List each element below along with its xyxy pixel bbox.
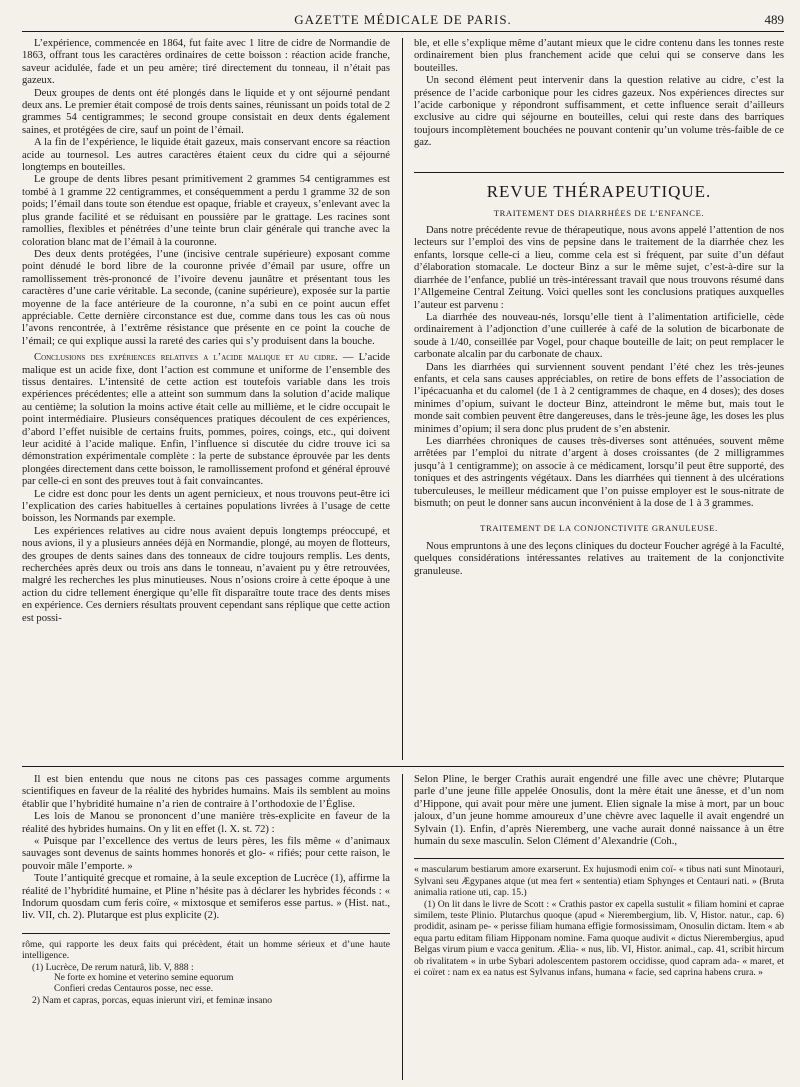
subheading-diarrhees: TRAITEMENT DES DIARRHÉES DE L’ENFANCE.	[493, 207, 705, 218]
section-rule	[414, 172, 784, 173]
footnotes	[414, 864, 784, 978]
paragraph	[22, 352, 390, 488]
paragraph: ble, et elle s’explique même d’autant mieux que le cidre contenu dans les tonnes reste ordinairement bien plus franchement acide que celui qui se conserve dans les bouteilles.	[414, 38, 784, 74]
paragraph-text: — L’acide malique est un acide fixe, dont l’action est commune et uniforme de l’ensemble des tissus dentaires. L’intensité de cette action est toutefois variable dans les trois expériences précédentes; elle a atteint son summum dans la solution d’acide malique au centième; la solution la moins active était celle au millième, et le cidre occupait le point intermédiaire. Plusieurs conséquences pratiques découlent de ces expériences, d’abord l’effet nuisible de certains fruits, pommes, poires, coings, etc., qui doivent leur acidité à l’acide malique. Enfin, l’influence si discutée du cidre trouve ici sa démonstration expérimentale complète : la perte de substance éprouvée par les dents plongées directement dans cette boisson, le ramollissement profond et général éprouvé par celle-ci en sont des preuves tout à fait convaincantes.	[22, 352, 390, 488]
footnotes	[22, 939, 390, 1007]
verse-line: Ne forte ex homine et veterino semine equorum	[54, 973, 234, 984]
section-heading: Conclusions des expériences relatives a l’acide malique et au cidre.	[34, 352, 338, 364]
verse-line: Confieri credas Centauros posse, nec esse.	[54, 984, 214, 995]
paragraph: Un second élément peut intervenir dans la question relative au cidre, c’est la présence de l’acide carbonique pour les cidres gazeux. Nos expériences directes sur l’acide carbonique y répondront suffisamment, et cette influence serait d’ailleurs exclusive au cidre qui séjourne en bouteilles, celui qui reste dans des barriques toujours incomplètement bouchées ne pouvant contenir qu’un volume très-faible de ce gaz.	[414, 75, 784, 149]
feuilleton-rule	[22, 766, 784, 767]
subheading-conjonctivite: TRAITEMENT DE LA CONJONCTIVITE GRANULEUSE.	[480, 523, 718, 534]
paragraph: Toute l’antiquité grecque et romaine, à la seule exception de Lucrèce (1), affirme la réalité de l’hybridité humaine, et Pline n’hésite pas à déclarer les hybrides féconds : « Indorum quosdam cum feris coïre, « mixtosque et semiferos esse partus. » (Hist. nat., liv. VII, ch. 2). Plutarque est plus explicite (2).	[22, 873, 390, 922]
footnote-rule	[414, 858, 784, 859]
right-column	[414, 38, 784, 760]
paragraph: Des deux dents protégées, l’une (incisive centrale supérieure) exposant comme point dénudé le bord libre de la couronne privée d’émail par usure, offre un ramollissement très-prononcé de l’ivoire devenu jaunâtre et présentant tous les caractères d’une carie véritable. La seconde, (canine supérieure), exposée sur la partie moyenne de la face antérieure de la couronne, n’a subi en ce point aucun effet appréciable. Cette dernière circonstance est due, comme dans tous les cas où nous l’avons rencontrée, à l’extrême résistance que présente en ce point la couche de l’émail; ce qui explique aussi la rareté des caries qui s’y produisent dans la bouche.	[22, 248, 390, 347]
paragraph: Les diarrhées chroniques de causes très-diverses sont atténuées, souvent même arrêtées par l’emploi du nitrate d’argent à doses croissantes (de 2 milligrammes jusqu’à 1 centigramme); on associe à ce médicament, lorsqu’il peut être supporté, des toniques et des astringents végétaux. Dans les diarrhées qui tiennent à des ulcérations tuberculeuses, le meilleur médicament que l’on puisse employer est le sous-nitrate de bismuth; on peut le donner sans aucun inconvénient à la dose de 1 à 3 grammes.	[414, 435, 784, 509]
footnote: (1) Lucrèce, De rerum naturâ, lib. V, 888 :	[32, 961, 194, 973]
bottom-right-column	[414, 774, 784, 1080]
footnote-rule	[22, 933, 390, 934]
footnote: (1) On lit dans le livre de Scott : « Crathis pastor ex capella sustulit « filiam homini et caprae similem, teste Plinio. Plutarchus quoque (apud « Nierembergium, lib. V, Histor. natur., cap. 6) prodidit, asinam pe- « perisse filiam humana effigie formosissimam, Onosulin dictam. Item « ab equa partu editam filiam Hipponam nomine. Fama quoque audivit « dictus Nierembergius, apud Belgas virum pium e vacca genitum. Ælia- « nus, lib. VI, Histor. animal., cap. 41, scribit hircum ob rivalitatem « in urbe Sybari adolescentem pastorem occidisse, quod capram ada- « maret, et ei coïret : nam ex ea natus est Sylvanus infans, humana « facie, sed caprina habens crura. »	[414, 898, 784, 979]
running-header	[22, 10, 784, 32]
paragraph: A la fin de l’expérience, le liquide était gazeux, mais conservant encore sa réaction acide au tournesol. Les autres caractères étaient ceux du cidre qui a séjourné longtemps en bouteilles.	[22, 137, 390, 174]
footnote-continuation: rôme, qui rapporte les deux faits qui précèdent, était un homme sérieux et d’une haute intelligence.	[22, 938, 390, 962]
page-number: 489	[764, 12, 784, 27]
paragraph: L’expérience, commencée en 1864, fut faite avec 1 litre de cidre de Normandie de 1863, offrant tous les caractères ordinaires de cette boisson : réaction acide franche, saveur acidulée, fade et un peu amère; tiré directement du tonneau, il n’était pas gazeux.	[22, 38, 390, 87]
paragraph: Selon Pline, le berger Crathis aurait engendré une fille avec une chèvre; Plutarque parle d’une jeune fille appelée Onosulis, dont la mère était une ânesse, et d’un nom d’Hippone, qui avait pour mère une jument. Elien signale la mise à mort, par un bouc jaloux, d’un jeune homme amoureux d’une chèvre avec laquelle il avait engendré un Sylvain (1). Enfin, d’après Nieremberg, une vache aurait donné naissance à un être humain du sexe masculin. Selon Clément d’Alexandrie (Coh.,	[414, 774, 784, 848]
paragraph: Le cidre est donc pour les dents un agent pernicieux, et nous trouvons peut-être ici l’explication des caries habituelles à certaines populations livrées à l’usage de cette boisson, les Normands par exemple.	[22, 488, 390, 525]
paragraph: Dans les diarrhées qui surviennent souvent pendant l’été chez les très-jeunes enfants, et cela sans causes appréciables, on retire de bons effets de l’association de l’ipécacuanha et du calomel (de 1 à 2 centigrammes de chaque, en 4 doses); des doses minimes d’opium, suivant le docteur Binz, atteindront le même but, mais tout le monde sait combien peuvent être dangereuses, dans le très-jeune âge, les doses les plus minimes d’opium; il sera donc plus prudent de s’en abstenir.	[414, 361, 784, 435]
paragraph: La diarrhée des nouveau-nés, lorsqu’elle tient à l’alimentation artificielle, cède ordinairement à l’adjonction d’une cuillerée à café de la solution de bicarbonate de soude à 1/40, conseillée par Vogel, pour chaque bouteille de lait; on peut remplacer le carbonate alcalin par du carbonate de chaux.	[414, 311, 784, 361]
journal-page	[22, 10, 784, 1082]
paragraph: Les expériences relatives au cidre nous avaient depuis longtemps préoccupé, et nous avions, il y a plusieurs années déjà en Normandie, plongé, au moyen de flotteurs, des groupes de dents saines dans des tonneaux de cidre toujours remplis. Les dents, recherchées après deux ou trois ans dans le tonneau, n’avaient pu y être retrouvées, malgré les recherches les plus minutieuses. Nous n’osions croire à cette époque à une action du cidre tellement énergique qu’elle fît disparaître toute trace des dents mises en expérience. Ces derniers résultats prouvent cependant sans réplique que cette action est possi-	[22, 525, 390, 624]
column-divider	[402, 38, 403, 760]
bottom-left-column	[22, 774, 390, 1080]
journal-title: GAZETTE MÉDICALE DE PARIS.	[294, 12, 512, 27]
paragraph: Le groupe de dents libres pesant primitivement 2 grammes 54 centigrammes est tombé à 1 gramme 22 centigrammes, et conséquemment a perdu 1 gramme 32 de son poids; l’émail dans toute son étendue est opaque, friable et crayeux, s’enlevant avec la plus grande facilité et se réduisant en poussière par le grattage. Les racines sont ramollies, flexibles et pénétrées d’une teinte brun clair générale qui tranche avec la coloration blanc mat de l’émail à la couronne.	[22, 174, 390, 248]
footnote-continuation: « mascularum bestiarum amore exarserunt. Ex hujusmodi enim coï- « tibus nati sunt Minotauri, Sylvani seu Ægypanes atque (ut mea fert « sententia) etiam Sphynges et Centauri nati. » (Bruta animalia ratione uti, cap. 15.)	[414, 864, 784, 899]
column-divider	[402, 774, 403, 1080]
footnote: 2) Nam et capras, porcas, equas inierunt viri, et feminæ insano	[32, 995, 273, 1007]
quotation: « Puisque par l’excellence des vertus de leurs pères, les fils même « d’animaux sauvages sont devenus de saints hommes honorés et glo- « rifiés; pour cette raison, le pouvoir mâle l’emporte. »	[22, 836, 390, 872]
paragraph: Les lois de Manou se prononcent d’une manière très-explicite en faveur de la réalité des hybrides humains. On y lit en effet (l. X. st. 72) :	[22, 811, 390, 835]
paragraph: Il est bien entendu que nous ne citons pas ces passages comme arguments scientifiques en faveur de la réalité des hybrides humains. Mais ils semblent au moins établir que l’hybridité humaine n’a rien de contraire à l’orthodoxie de l’Église.	[22, 774, 390, 810]
paragraph: Dans notre précédente revue de thérapeutique, nous avons appelé l’attention de nos lecteurs sur l’emploi des vins de pepsine dans le traitement de la diarrhée chez les enfants, lorsque celle-ci a lieu, comme cela est si fréquent, par suite d’un défaut d’élaboration stomacale. Le docteur Binz a sur le même sujet, c’est-à-dire sur la diarrhée de l’enfance, publié un très-intéressant travail que nous trouvons résumé dans l’Allgemeine Central Zeitung. Voici quelles sont les conclusions pratiques auxquelles l’auteur est parvenu :	[414, 225, 784, 311]
paragraph: Nous empruntons à une des leçons cliniques du docteur Foucher agrégé à la Faculté, quelques considérations intéressantes relatives au traitement de la conjonctivite granuleuse.	[414, 540, 784, 577]
left-column	[22, 38, 390, 760]
revue-title: REVUE THÉRAPEUTIQUE.	[486, 181, 712, 201]
paragraph: Deux groupes de dents ont été plongés dans le liquide et y ont séjourné pendant deux ans. Le premier était composé de trois dents saines, réunissant un poids total de 2 grammes 54 centigrammes; le second groupe consistait en deux dents également saines, et protégées de cire, sauf un point de l’émail.	[22, 87, 390, 136]
